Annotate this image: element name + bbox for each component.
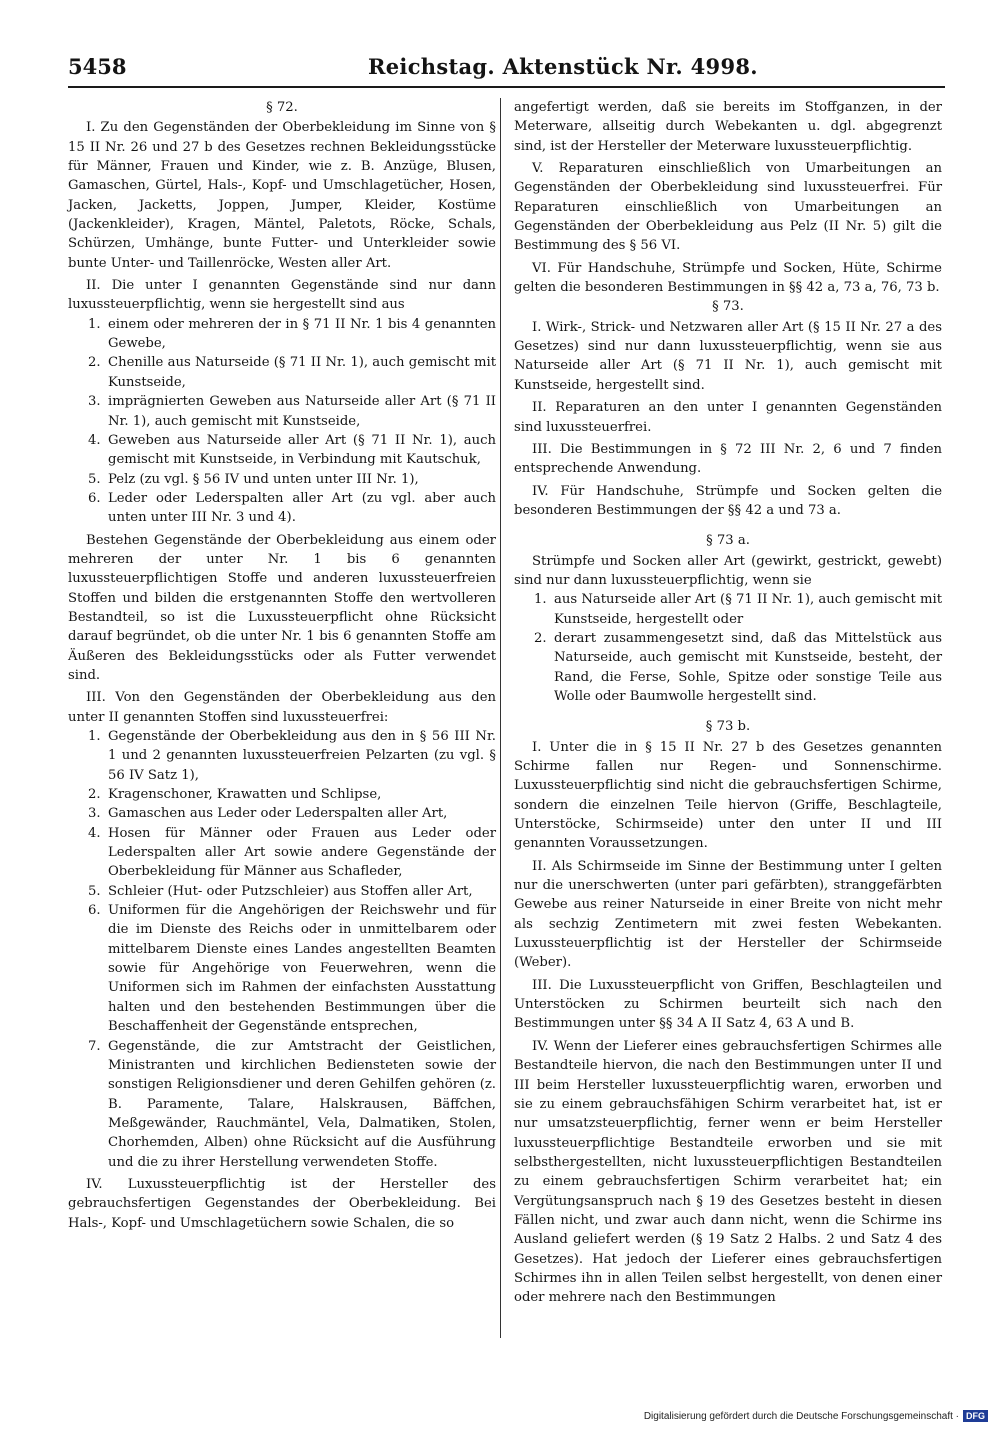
paragraph-73-IV: IV. Für Handschuhe, Strümpfe und Socken gelten die besonderen Bestimmungen der §§ 42 a und 73 a. bbox=[514, 483, 942, 518]
list-item-text: Kragenschoner, Krawatten und Schlipse, bbox=[108, 787, 382, 803]
section-heading-72: § 72. bbox=[266, 100, 298, 115]
list-item bbox=[88, 824, 496, 882]
section-heading-73a: § 73 a. bbox=[706, 533, 750, 549]
list-item-number: 5. bbox=[88, 883, 101, 899]
paragraph-72-II-intro: II. Die unter I genannten Gegenstände sind nur dann luxussteuerpflichtig, wenn sie hergestellt sind aus bbox=[68, 278, 496, 313]
paragraph-73b-IV: IV. Wenn der Lieferer eines gebrauchsfertigen Schirmes alle Bestandteile hiervon, die nach den Bestimmungen unter II und III beim Hersteller luxussteuerpflichtig waren, erworben und sie zu einem gebrauchsfähigen Schirm verarbeitet hat, ist er nur umsatzsteuerpflichtig, ferner wenn er beim Hersteller luxussteuerpflichtige Bestandteile erworben und sie mit selbsthergestellten, nicht luxussteuerpflichtigen Bestandteilen zu einem gebrauchsfertigen Schirm verarbeitet hat; ein Vergütungsanspruch nach § 19 des Gesetzes besteht in diesen Fällen nicht, und zwar auch dann nicht, wenn die Schirme ins Ausland geliefert werden (§ 19 Satz 2 Halbs. 2 und Satz 4 des Gesetzes). Hat jedoch der Lieferer eines gebrauchsfertigen Schirmes ihn in allen Teilen selbst hergestellt, von denen einer oder mehrere nach den Bestimmungen bbox=[514, 1038, 942, 1306]
paragraph-72-VI: VI. Für Handschuhe, Strümpfe und Socken, Hüte, Schirme gelten die besonderen Bestimmungen in §§ 42 a, 73 a, 76, 73 b. bbox=[514, 260, 942, 296]
list-item-text: Gegenstände der Oberbekleidung aus den in § 56 III Nr. 1 und 2 genannten luxussteuerfreien Pelzarten (zu vgl. § 56 IV Satz 1), bbox=[108, 729, 496, 783]
paragraph-72-I: I. Zu den Gegenständen der Oberbekleidung im Sinne von § 15 II Nr. 26 und 27 b des Gesetzes rechnen Bekleidungsstücke für Männer, Frauen und Kinder, wie z. B. Anzüge, Blusen, Gamaschen, Gürtel, Hals-, Kopf- und Umschlagetücher, Hosen, Jacken, Jacketts, Joppen, Jumper, Kleider, Kostüme (Jackenkleider), Kragen, Mäntel, Paletots, Röcke, Schals, Schürzen, Umhänge, bunte Futter- und Unterkleider sowie bunte Unter- und Taillenröcke, Westen aller Art. bbox=[68, 120, 496, 271]
list-item-number: 4. bbox=[88, 825, 101, 841]
list-item-number: 3. bbox=[88, 806, 101, 822]
paragraph-73-I: I. Wirk-, Strick- und Netzwaren aller Art (§ 15 II Nr. 27 a des Gesetzes) sind nur dann luxussteuerpflichtig, wenn sie aus Naturseide aller Art (§ 71 II Nr. 1), auch gemischt mit Kunstseide, hergestellt sind. bbox=[514, 319, 942, 393]
list-item-text: Hosen für Männer oder Frauen aus Leder oder Lederspalten aller Art sowie andere Gegenstände der Oberbekleidung für Männer aus Schafleder, bbox=[108, 825, 496, 880]
paragraph-73b-III: III. Die Luxussteuerpflicht von Griffen, Beschlagteilen und Unterstöcken zu Schirmen beurteilt sich nach den Bestimmungen unter §§ 34 A II Satz 4, 63 A und B. bbox=[514, 977, 942, 1032]
paragraph-72-V: V. Reparaturen einschließlich von Umarbeitungen an Gegenständen der Oberbekleidung sind luxussteuerfrei. Für Reparaturen einschließlich von Umarbeitungen an Gegenständen der Oberbekleidung aus Pelz (II Nr. 5) gilt die Bestimmung des § 56 VI. bbox=[514, 161, 942, 254]
paragraph-continuation: angefertigt werden, daß sie bereits im Stoffganzen, in der Meterware, allseitig durch Webekanten u. dgl. abgegrenzt sind, ist der Hersteller der Meterware luxussteuerpflichtig. bbox=[514, 100, 942, 154]
list-item bbox=[88, 392, 496, 431]
list-item-text: Pelz (zu vgl. § 56 IV und unten unter III Nr. 1), bbox=[108, 471, 419, 487]
list-72-III bbox=[68, 727, 496, 1172]
list-73a bbox=[514, 590, 942, 706]
list-item-number: 1. bbox=[534, 592, 547, 608]
list-item-text: imprägnierten Geweben aus Naturseide aller Art (§ 71 II Nr. 1), auch gemischt mit Kunstseide, bbox=[108, 394, 496, 429]
paragraph-73b-II: II. Als Schirmseide im Sinne der Bestimmung unter I gelten nur die unerschwerten (unter pari gefärbten), stranggefärbten Gewebe aus reiner Naturseide in einer Breite von nicht mehr als sechzig Zentimetern mit zwei festen Webekanten. Luxussteuerpflichtig ist der Hersteller der Schirmseide (Weber). bbox=[514, 858, 942, 971]
list-72-II bbox=[68, 315, 496, 528]
list-item-number: 4. bbox=[88, 432, 101, 448]
list-item-text: Geweben aus Naturseide aller Art (§ 71 II Nr. 1), auch gemischt mit Kunstseide, in Verbindung mit Kautschuk, bbox=[108, 432, 496, 468]
list-item bbox=[88, 1037, 496, 1172]
left-column bbox=[68, 98, 496, 1233]
list-item-number: 1. bbox=[88, 316, 101, 332]
paragraph-73b-I: I. Unter die in § 15 II Nr. 27 b des Gesetzes genannten Schirme fallen nur Regen- und Sonnenschirme. Luxussteuerpflichtig sind nicht die gebrauchsfertigen Schirme, sondern die einzelnen Teile hiervon (Griffe, Beschlagteile, Unterstöcke, Schirmseide) unter den unter II und III genannten Voraussetzungen. bbox=[514, 739, 942, 852]
list-item-number: 6. bbox=[88, 903, 101, 919]
paragraph-73-II: II. Reparaturen an den unter I genannten Gegenständen sind luxussteuerfrei. bbox=[514, 400, 942, 435]
page-number: 5458 bbox=[68, 54, 127, 79]
list-item bbox=[88, 882, 496, 901]
paragraph-73-III: III. Die Bestimmungen in § 72 III Nr. 2, 6 und 7 finden entsprechende Anwendung. bbox=[514, 441, 942, 477]
list-item-number: 6. bbox=[88, 490, 101, 506]
list-item-text: Leder oder Lederspalten aller Art (zu vgl. aber auch unten unter III Nr. 3 und 4). bbox=[108, 490, 496, 526]
list-item bbox=[88, 489, 496, 528]
column-divider bbox=[500, 98, 501, 1338]
list-item bbox=[88, 470, 496, 489]
list-item bbox=[88, 785, 496, 804]
section-heading-73b: § 73 b. bbox=[705, 719, 751, 735]
paragraph-72-IV: IV. Luxussteuerpflichtig ist der Hersteller des gebrauchsfertigen Gegenstandes der Oberbekleidung. Bei Hals-, Kopf- und Umschlagetüchern sowie Schalen, die so bbox=[68, 1176, 496, 1231]
footer-text: Digitalisierung gefördert durch die Deutsche Forschungsgemeinschaft · bbox=[643, 1410, 959, 1422]
paragraph-72-III-intro: III. Von den Gegenständen der Oberbekleidung aus den unter II genannten Stoffen sind luxussteuerfrei: bbox=[68, 690, 496, 725]
list-item bbox=[534, 590, 942, 629]
list-item bbox=[88, 353, 496, 392]
list-item-text: derart zusammengesetzt sind, daß das Mittelstück aus Naturseide, auch gemischt mit Kunstseide, besteht, der Rand, die Ferse, Sohle, Spitze oder sonstige Teile aus Wolle oder Baumwolle hergestellt sind. bbox=[554, 630, 942, 704]
list-item-number: 3. bbox=[88, 394, 101, 410]
list-item bbox=[88, 804, 496, 823]
list-item-number: 1. bbox=[88, 729, 101, 744]
right-column bbox=[514, 98, 942, 1308]
list-item bbox=[88, 315, 496, 354]
paragraph-73a-intro: Strümpfe und Socken aller Art (gewirkt, gestrickt, gewebt) sind nur dann luxussteuerpflichtig, wenn sie bbox=[514, 553, 942, 588]
list-item-text: Gamaschen aus Leder oder Lederspalten aller Art, bbox=[108, 806, 448, 822]
paragraph-72-II-note: Bestehen Gegenstände der Oberbekleidung aus einem oder mehreren der unter Nr. 1 bis 6 genannten luxussteuerpflichtigen Stoffe und anderen luxussteuerfreien Stoffen und bilden die erstgenannten Stoffe den wertvolleren Bestandteil, so ist die Luxussteuerpflicht ohne Rücksicht darauf begründet, ob die unter Nr. 1 bis 6 genannten Stoffe am Äußeren des Bekleidungsstücks oder als Futter verwendet sind. bbox=[68, 532, 496, 683]
list-item-text: Chenille aus Naturseide (§ 71 II Nr. 1), auch gemischt mit Kunstseide, bbox=[108, 355, 496, 390]
page-header bbox=[68, 52, 945, 88]
list-item-number: 7. bbox=[88, 1038, 101, 1054]
digitization-footer bbox=[644, 1410, 988, 1422]
list-item-number: 5. bbox=[88, 471, 101, 487]
list-item-text: einem oder mehreren der in § 71 II Nr. 1 bis 4 genannten Gewebe, bbox=[108, 316, 496, 352]
list-item bbox=[534, 629, 942, 706]
list-item bbox=[88, 901, 496, 1036]
dfg-logo: DFG bbox=[963, 1410, 988, 1422]
list-item-number: 2. bbox=[88, 787, 101, 803]
list-item bbox=[88, 727, 496, 785]
list-item-text: Schleier (Hut- oder Putzschleier) aus Stoffen aller Art, bbox=[108, 883, 473, 899]
list-item-text: aus Naturseide aller Art (§ 71 II Nr. 1), auch gemischt mit Kunstseide, hergestellt oder bbox=[554, 592, 942, 627]
list-item-text: Gegenstände, die zur Amtstracht der Geistlichen, Ministranten und kirchlichen Bediensteten sowie der sonstigen Religionsdiener und deren Gehilfen gehören (z. B. Paramente, Talare, Halskrausen, Bäffchen, Meßgewänder, Rauchmäntel, Vela, Dalmatiken, Stolen, Chorhemden, Alben) ohne Rücksicht auf die Ausführung und die zu ihrer Herstellung verwendeten Stoffe. bbox=[108, 1038, 496, 1170]
section-heading-73: § 73. bbox=[712, 299, 744, 315]
running-title: Reichstag. Aktenstück Nr. 4998. bbox=[368, 54, 758, 79]
list-item bbox=[88, 431, 496, 470]
list-item-number: 2. bbox=[534, 630, 547, 646]
list-item-text: Uniformen für die Angehörigen der Reichswehr und für die im Dienste des Reichs oder in unmittelbarem oder mittelbarem Dienste eines Landes angestellten Beamten sowie für Angehörige von Feuerwehren, wenn die Uniformen sich im Rahmen der einfachsten Ausstattung halten und den bestehenden Bestimmungen über die Beschaffenheit der Gegenstände entsprechen, bbox=[108, 903, 496, 1035]
list-item-number: 2. bbox=[88, 355, 101, 371]
